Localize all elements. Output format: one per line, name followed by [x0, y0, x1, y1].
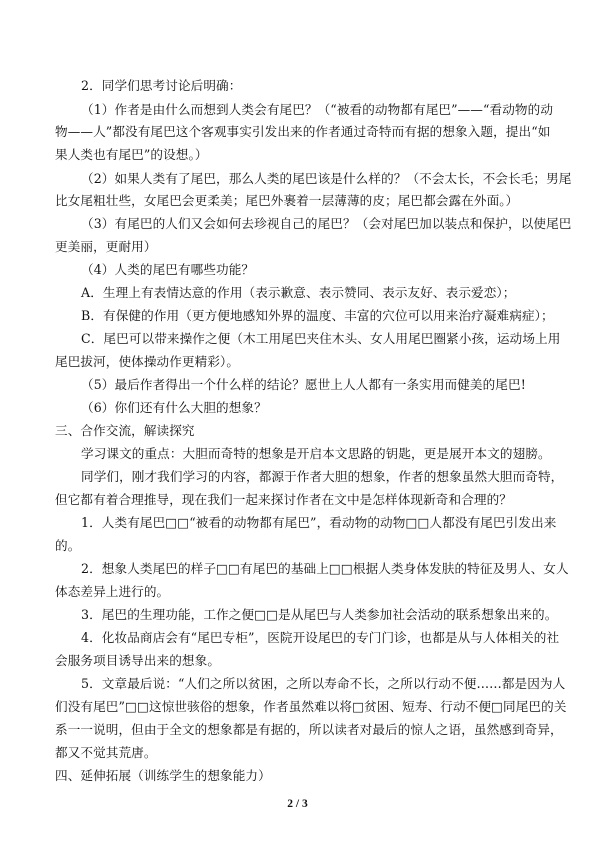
text-line: 都又不觉其荒唐。	[55, 745, 157, 760]
text-line: 3．尾巴的生理功能，工作之便□□是从尾巴与人类参加社会活动的联系想象出来的。	[81, 607, 558, 622]
text-line: 体态差异上进行的。	[55, 584, 170, 599]
section-heading: 三、合作交流，解读探究	[55, 423, 195, 438]
text-line: 2．想象人类尾巴的样子□□有尾巴的基础上□□根据人类身体发肤的特征及男人、女人	[81, 561, 569, 576]
text-line: 比女尾粗壮些，女尾巴会更柔美；尾巴外裹着一层薄薄的皮；尾巴都会露在外面。）	[55, 193, 519, 208]
text-line: 学习课文的重点：大胆而奇特的想象是开启本文思路的钥匙，更是展开本文的翅膀。	[81, 446, 551, 461]
text-line: 更美丽，更耐用）	[55, 239, 157, 254]
text-line: （5）最后作者得出一个什么样的结论？愿世上人人都有一条实用而健美的尾巴!	[81, 377, 526, 392]
text-line: 同学们，刚才我们学习的内容，都源于作者大胆的想象，作者的想象虽然大胆而奇特，	[81, 469, 564, 484]
text-line: 1．人类有尾巴□□“被看的动物都有尾巴”，看动物的动物□□人都没有尾巴引发出来	[81, 515, 557, 530]
text-line: 物——人”都没有尾巴这个客观事实引发出来的作者通过奇特而有据的想象入题，提出“如	[55, 124, 551, 139]
text-line: （4）人类的尾巴有哪些功能？	[81, 262, 255, 277]
page-number: 2 / 3	[287, 798, 308, 810]
section-heading: 四、延伸拓展（训练学生的想象能力）	[55, 768, 271, 783]
text-line: （2）如果人类有了尾巴，那么人类的尾巴该是什么样的？（不会太长，不会长毛；男尾	[81, 171, 572, 186]
text-line: 2．同学们思考讨论后明确：	[81, 78, 242, 93]
text-line: （3）有尾巴的人们又会如何去珍视自己的尾巴？（会对尾巴加以装点和保护，以使尾巴	[81, 216, 572, 231]
text-line: 但它都有着合理推导，现在我们一起来探讨作者在文中是怎样体现新奇和合理的？	[55, 492, 512, 507]
text-line: 果人类也有尾巴”的设想。）	[55, 147, 208, 162]
text-line: （1）作者是由什么而想到人类会有尾巴？（“被看的动物都有尾巴”——“看动物的动	[81, 102, 554, 117]
text-line: A．生理上有表情达意的作用（表示歉意、表示赞同、表示友好、表示爱恋）；	[81, 285, 516, 300]
text-line: 尾巴拔河，使体操动作更精彩）。	[55, 354, 240, 369]
text-line: 系一一说明，但由于全文的想象都是有据的，所以读者对最后的惊人之语，虽然感到奇异，	[55, 722, 563, 737]
text-line: C．尾巴可以带来操作之便（木工用尾巴夹住木头、女人用尾巴圈紧小孩，运动场上用	[81, 331, 561, 346]
text-line: 的。	[55, 538, 81, 553]
text-line: 会服务项目诱导出来的想象。	[55, 653, 221, 668]
text-line: （6）你们还有什么大胆的想象？	[81, 400, 267, 415]
text-line: 们没有尾巴”□□这惊世骇俗的想象，作者虽然难以将□贫困、短寿、行动不便□同尾巴的关	[55, 699, 567, 714]
text-line: 4．化妆品商店会有“尾巴专柜”，医院开设尾巴的专门门诊，也都是从与人体相关的社	[81, 630, 560, 645]
text-line: B．有保健的作用（更方便地感知外界的温度、丰富的穴位可以用来治疗凝难病症）；	[81, 308, 554, 323]
text-line: 5．文章最后说：“人们之所以贫困，之所以寿命不长，之所以行动不便……都是因为人	[81, 676, 566, 691]
